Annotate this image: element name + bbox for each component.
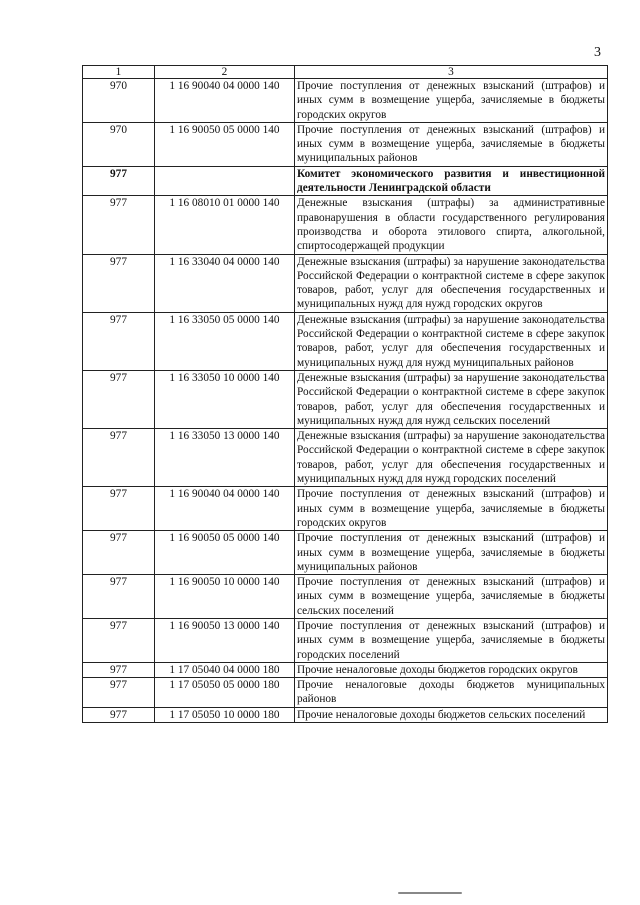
kbk-code-cell: 1 17 05050 05 0000 180 xyxy=(155,678,295,708)
admin-code-cell: 977 xyxy=(83,662,155,677)
description-cell: Прочие неналоговые доходы бюджетов сельских поселений xyxy=(295,707,608,722)
table-row xyxy=(83,575,608,619)
table-row xyxy=(83,487,608,531)
column-header-kbk-code: 2 xyxy=(155,66,295,79)
kbk-code-cell: 1 16 90040 04 0000 140 xyxy=(155,487,295,531)
admin-code-cell: 977 xyxy=(83,618,155,662)
description-cell: Прочие поступления от денежных взысканий (штрафов) и иных сумм в возмещение ущерба, зачисляемые в бюджеты муниципальных районов xyxy=(295,531,608,575)
description-cell: Денежные взыскания (штрафы) за нарушение законодательства Российской Федерации о контрактной системе в сфере закупок товаров, работ, услуг для обеспечения государственных и муниципальных нужд для нужд городских округов xyxy=(295,254,608,312)
description-cell: Прочие поступления от денежных взысканий (штрафов) и иных сумм в возмещение ущерба, зачисляемые в бюджеты городских округов xyxy=(295,79,608,123)
admin-code-cell: 977 xyxy=(83,196,155,254)
table-row xyxy=(83,678,608,708)
kbk-code-cell: 1 16 90040 04 0000 140 xyxy=(155,79,295,123)
kbk-code-cell: 1 16 90050 10 0000 140 xyxy=(155,575,295,619)
page-number: 3 xyxy=(594,45,601,60)
kbk-code-cell: 1 16 08010 01 0000 140 xyxy=(155,196,295,254)
column-header-description: 3 xyxy=(295,66,608,79)
admin-code-cell: 970 xyxy=(83,122,155,166)
description-cell: Прочие поступления от денежных взысканий (штрафов) и иных сумм в возмещение ущерба, зачисляемые в бюджеты муниципальных районов xyxy=(295,122,608,166)
description-cell: Денежные взыскания (штрафы) за нарушение законодательства Российской Федерации о контрактной системе в сфере закупок товаров, работ, услуг для обеспечения государственных и муниципальных нужд для нужд городских поселений xyxy=(295,429,608,487)
admin-code-cell: 977 xyxy=(83,312,155,370)
table-row xyxy=(83,531,608,575)
table-row xyxy=(83,312,608,370)
admin-code-cell: 977 xyxy=(83,575,155,619)
kbk-code-cell: 1 16 33050 10 0000 140 xyxy=(155,370,295,428)
table-row xyxy=(83,662,608,677)
table-row xyxy=(83,370,608,428)
kbk-code-cell: 1 16 90050 05 0000 140 xyxy=(155,122,295,166)
table-body xyxy=(83,79,608,723)
admin-code-cell: 977 xyxy=(83,429,155,487)
table-row xyxy=(83,196,608,254)
kbk-code-cell: 1 16 33050 05 0000 140 xyxy=(155,312,295,370)
admin-code-cell: 977 xyxy=(83,487,155,531)
kbk-code-cell: 1 17 05040 04 0000 180 xyxy=(155,662,295,677)
kbk-code-cell: 1 16 33040 04 0000 140 xyxy=(155,254,295,312)
table-row xyxy=(83,254,608,312)
description-cell: Прочие поступления от денежных взысканий (штрафов) и иных сумм в возмещение ущерба, зачисляемые в бюджеты сельских поселений xyxy=(295,575,608,619)
kbk-table xyxy=(82,65,608,723)
admin-code-cell: 977 xyxy=(83,531,155,575)
description-cell: Прочие поступления от денежных взысканий (штрафов) и иных сумм в возмещение ущерба, зачисляемые в бюджеты городских округов xyxy=(295,487,608,531)
description-cell: Прочие неналоговые доходы бюджетов муниципальных районов xyxy=(295,678,608,708)
admin-code-cell: 970 xyxy=(83,79,155,123)
admin-code-cell: 977 xyxy=(83,166,155,196)
description-cell: Прочие неналоговые доходы бюджетов городских округов xyxy=(295,662,608,677)
kbk-code-cell: 1 16 33050 13 0000 140 xyxy=(155,429,295,487)
admin-code-cell: 977 xyxy=(83,370,155,428)
footer-scan-mark xyxy=(398,892,462,894)
description-cell: Комитет экономического развития и инвестиционной деятельности Ленинградской области xyxy=(295,166,608,196)
description-cell: Прочие поступления от денежных взысканий (штрафов) и иных сумм в возмещение ущерба, зачисляемые в бюджеты городских поселений xyxy=(295,618,608,662)
kbk-code-cell: 1 17 05050 10 0000 180 xyxy=(155,707,295,722)
column-header-admin-code: 1 xyxy=(83,66,155,79)
admin-code-cell: 977 xyxy=(83,707,155,722)
admin-code-cell: 977 xyxy=(83,254,155,312)
description-cell: Денежные взыскания (штрафы) за административные правонарушения в области государственного регулирования производства и оборота этилового спирта, алкогольной, спиртосодержащей продукции xyxy=(295,196,608,254)
table-row xyxy=(83,429,608,487)
kbk-code-cell xyxy=(155,166,295,196)
table-row xyxy=(83,79,608,123)
kbk-code-cell: 1 16 90050 13 0000 140 xyxy=(155,618,295,662)
table-header-row xyxy=(83,66,608,79)
table-row-group-heading xyxy=(83,166,608,196)
description-cell: Денежные взыскания (штрафы) за нарушение законодательства Российской Федерации о контрактной системе в сфере закупок товаров, работ, услуг для обеспечения государственных и муниципальных нужд для нужд сельских поселений xyxy=(295,370,608,428)
kbk-code-cell: 1 16 90050 05 0000 140 xyxy=(155,531,295,575)
table-row xyxy=(83,122,608,166)
table-row xyxy=(83,618,608,662)
table-row xyxy=(83,707,608,722)
admin-code-cell: 977 xyxy=(83,678,155,708)
description-cell: Денежные взыскания (штрафы) за нарушение законодательства Российской Федерации о контрактной системе в сфере закупок товаров, работ, услуг для обеспечения государственных и муниципальных нужд для нужд муниципальных районов xyxy=(295,312,608,370)
